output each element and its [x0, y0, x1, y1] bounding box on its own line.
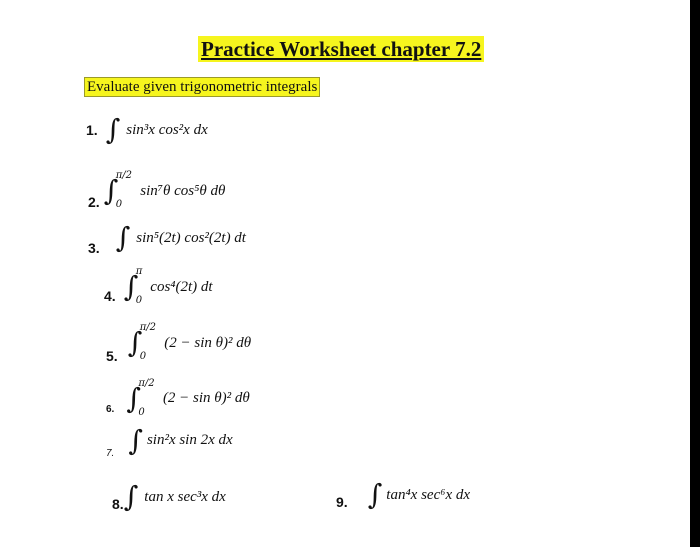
lower-limit: 0: [135, 295, 143, 306]
integrand: sin³x cos²x dx: [126, 121, 208, 138]
problem-5: [106, 322, 251, 364]
integrand: sin⁵(2t) cos²(2t) dt: [136, 229, 246, 246]
problem-number: 2.: [88, 194, 100, 210]
integral-sign: ∫: [105, 113, 121, 146]
integrand: sin²x sin 2x dx: [146, 432, 233, 448]
problem-7: [106, 422, 233, 459]
integrand: (2 − sin θ)² dθ: [162, 390, 250, 406]
screen-edge: [690, 0, 700, 547]
integrand: tan x sec³x dx: [144, 488, 226, 505]
definite-integral: ∫ π/2 0: [127, 322, 156, 362]
integrand: sin⁷θ cos⁵θ dθ: [140, 182, 226, 199]
instructions: Evaluate given trigonometric integrals: [84, 77, 320, 97]
problem-number: 7.: [106, 448, 115, 459]
upper-limit: π/2: [139, 322, 156, 333]
integral-sign: ∫: [115, 221, 131, 254]
lower-limit: 0: [139, 351, 147, 362]
definite-integral: ∫ π/2 0: [103, 170, 132, 210]
problem-3: [88, 220, 246, 256]
problem-8: [112, 482, 226, 512]
integrand: cos⁴(2t) dt: [150, 278, 213, 295]
problem-number: 3.: [88, 240, 100, 256]
problem-9: [336, 480, 470, 510]
problem-number: 9.: [336, 494, 348, 510]
integral-sign: ∫: [128, 423, 143, 457]
problem-number: 5.: [106, 348, 118, 364]
problem-number: 8.: [112, 496, 124, 512]
integrand: tan⁴x sec⁶x dx: [386, 486, 471, 503]
integrand: (2 − sin θ)² dθ: [164, 334, 252, 351]
problem-number: 6.: [106, 404, 115, 415]
page-title: Practice Worksheet chapter 7.2: [198, 36, 484, 62]
problem-2: [88, 172, 225, 210]
definite-integral: ∫ π/2 0: [126, 377, 155, 418]
upper-limit: π/2: [138, 377, 155, 389]
problem-4: [104, 266, 213, 306]
definite-integral: ∫ π 0: [123, 266, 143, 306]
lower-limit: 0: [115, 199, 123, 210]
problem-number: 4.: [104, 288, 116, 304]
lower-limit: 0: [138, 406, 145, 418]
upper-limit: π/2: [115, 170, 132, 181]
upper-limit: π: [135, 266, 143, 277]
problem-number: 1.: [86, 122, 98, 138]
problem-6: [106, 377, 250, 418]
integral-sign: ∫: [367, 478, 383, 511]
integral-sign: ∫: [123, 480, 139, 513]
problem-1: [86, 113, 208, 146]
